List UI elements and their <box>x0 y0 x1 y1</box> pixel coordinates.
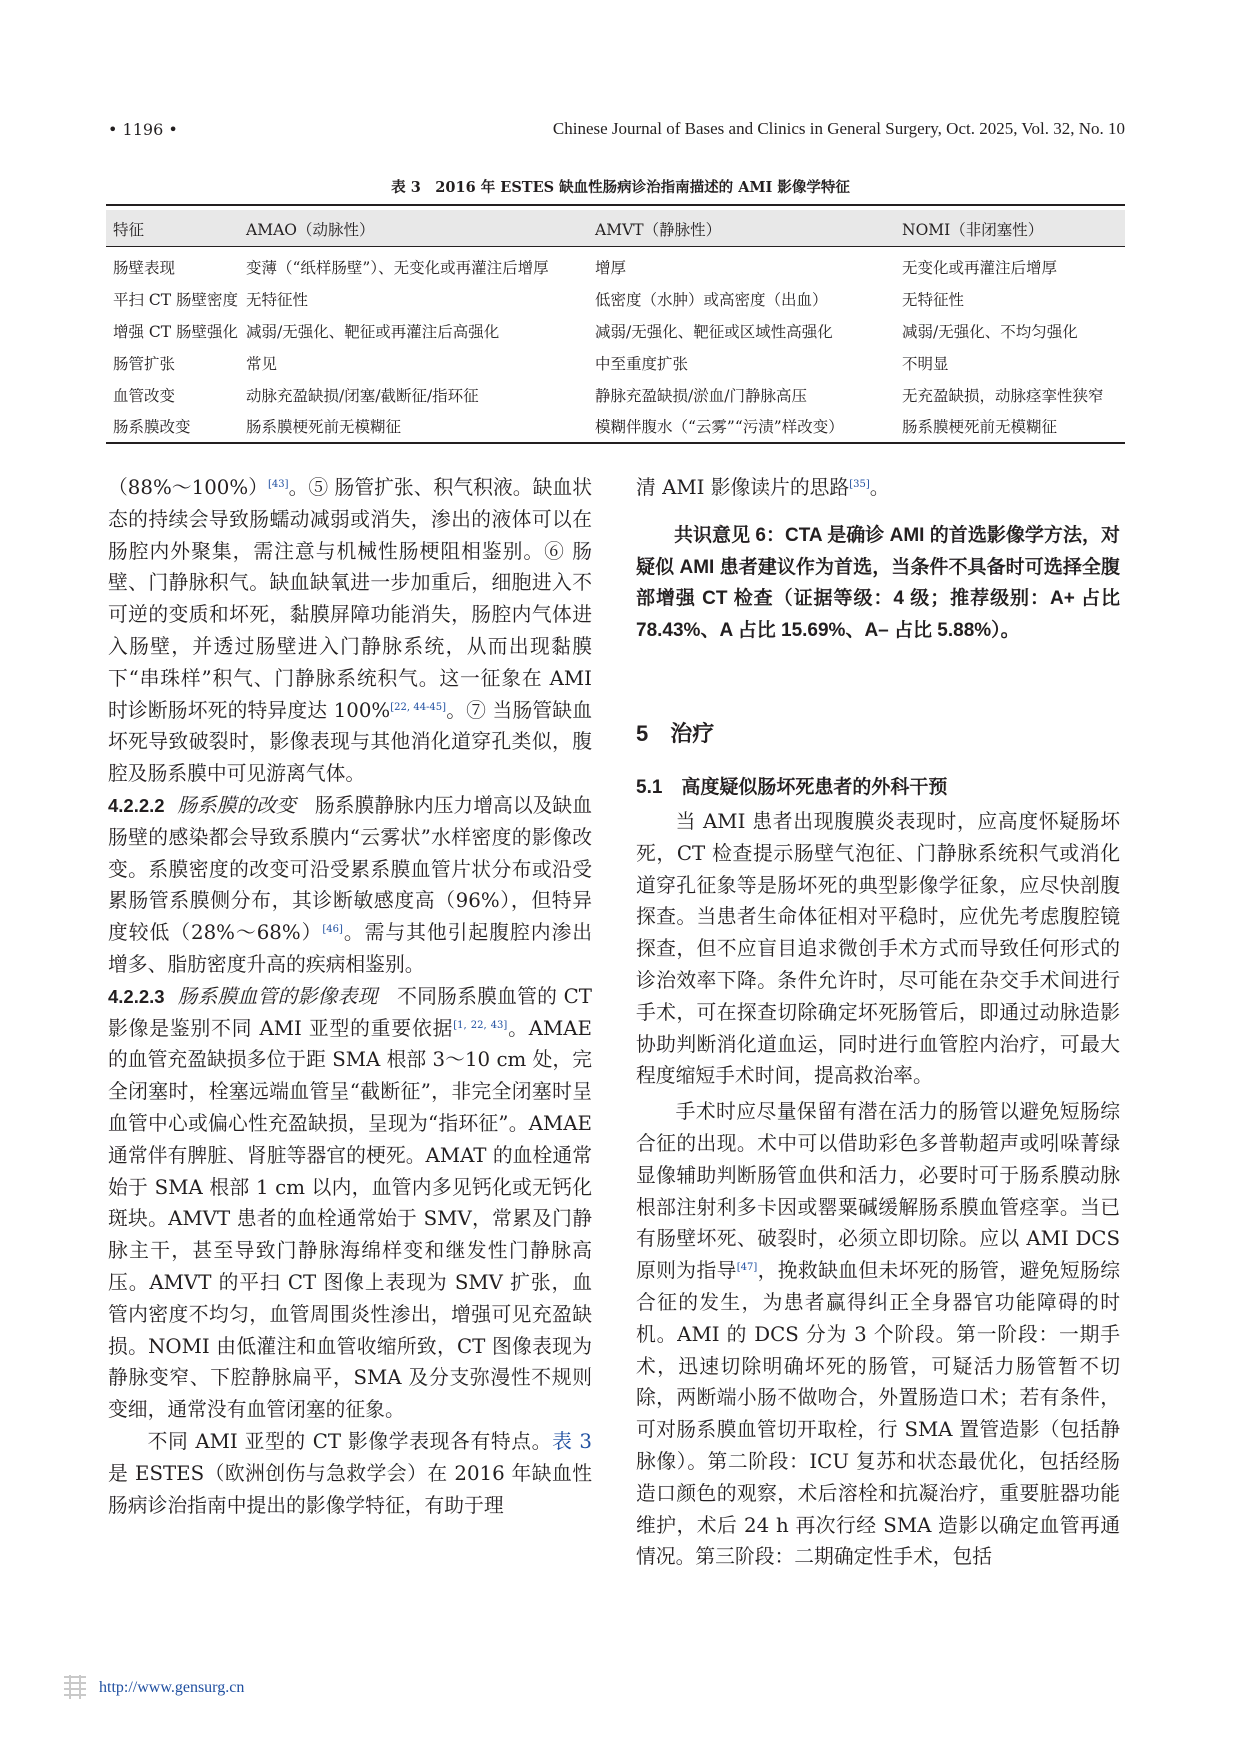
journal-website-link[interactable]: http://www.gensurg.cn <box>99 1679 245 1696</box>
table-header-cell: 特征 <box>113 221 145 239</box>
table-bottom-rule <box>106 442 1125 444</box>
table-cell: 无特征性 <box>246 291 309 309</box>
table-header-row <box>106 210 1125 246</box>
table-cell: 减弱/无强化、靶征或区域性高强化 <box>595 323 833 341</box>
table-cell: 血管改变 <box>113 387 176 405</box>
table-header-rule <box>106 246 1125 247</box>
paragraph: 不同 AMI 亚型的 CT 影像学表现各有特点。表 3 是 ESTES（欧洲创伤与急救学会）在 2016 年缺血性肠病诊治指南中提出的影像学特征，有助于理 <box>108 1429 593 1517</box>
table-header-cell: AMVT（静脉性） <box>595 221 722 239</box>
subsection-4-2-2-2: 4.2.2.2 肠系膜的改变 肠系膜静脉内压力增高以及缺血肠壁的感染都会导致系膜内“云雾状”水样密度的影像改变。系膜密度的改变可沿受累系膜血管片状分布或沿受累肠管系膜侧分布，其诊断敏感度高（96%），但特异度较低（28%～68%）[46]。需与其他引起腹腔内渗出增多、脂肪密度升高的疾病相鉴别。 <box>108 793 592 976</box>
subsection-4-2-2-3: 4.2.2.3 肠系膜血管的影像表现 不同肠系膜血管的 CT 影像是鉴别不同 AMI 亚型的重要依据[1, 22, 43]。AMAE 的血管充盈缺损多位于距 SMA 根部 3～10 cm 处，完全闭塞时，栓塞远端血管呈“截断征”，非完全闭塞时呈血管中心或偏心性充盈缺损，呈现为“指环征”。AMAE 通常伴有脾脏、肾脏等器官的梗死。AMAT 的血栓通常始于 SMA 根部 1 cm 以内，血管内多见钙化或无钙化斑块。AMVT 患者的血栓通常始于 SMV，常累及门静脉主干，甚至导致门静脉海绵样变和继发性门静脉高压。AMVT 的平扫 CT 图像上表现为 SMV 扩张，血管内密度不均匀，血管周围炎性渗出，增强可见充盈缺损。NOMI 由低灌注和血管收缩所致，CT 图像表现为静脉变窄、下腔静脉扁平，SMA 及分支弥漫性不规则变细，通常没有血管闭塞的征象。 <box>108 984 593 1422</box>
table-cell: 肠系膜梗死前无模糊征 <box>902 418 1058 436</box>
table-cell: 增强 CT 肠壁强化 <box>113 323 239 341</box>
table-cell: 无变化或再灌注后增厚 <box>902 259 1058 277</box>
table-header-cell: AMAO（动脉性） <box>246 221 375 239</box>
table-cell: 动脉充盈缺损/闭塞/截断征/指环征 <box>246 387 479 405</box>
table-cell: 变薄（“纸样肠壁”）、无变化或再灌注后增厚 <box>246 259 549 277</box>
page-number: • 1196 • <box>108 120 178 139</box>
table-cell: 无充盈缺损，动脉痉挛性狭窄 <box>902 387 1104 405</box>
subsection-heading: 5.1 高度疑似肠坏死患者的外科干预 <box>636 777 948 798</box>
right-column-top <box>636 472 1120 647</box>
journal-title: Chinese Journal of Bases and Clinics in General Surgery, Oct. 2025, Vol. 32, No. 10 <box>552 119 1125 138</box>
consensus-statement: 共识意见 6：CTA 是确诊 AMI 的首选影像学方法，对疑似 AMI 患者建议作为首选，当条件不具备时可选择全腹部增强 CT 检查（证据等级：4 级；推荐级别：A+ 占比 78.43%、A 占比 15.69%、A– 占比 5.88%）。 <box>636 524 1120 642</box>
table-cell: 中至重度扩张 <box>595 355 689 373</box>
paragraph: （88%～100%）[43]。⑤ 肠管扩张、积气积液。缺血状态的持续会导致肠蠕动减弱或消失，渗出的液体可以在肠腔内外聚集，需注意与机械性肠梗阻相鉴别。⑥ 肠壁、门静脉积气。缺血缺氧进一步加重后，细胞进入不可逆的变质和坏死，黏膜屏障功能消失，肠腔内气体进入肠壁，并透过肠壁进入门静脉系统，从而出现黏膜下“串珠样”积气、门静脉系统积气。这一征象在 AMI 时诊断肠坏死的特异度达 100%[22, 44-45]。⑦ 当肠管缺血坏死导致破裂时，影像表现与其他消化道穿孔类似，腹腔及肠系膜中可见游离气体。 <box>108 476 593 786</box>
table-cell: 肠系膜梗死前无模糊征 <box>246 418 402 436</box>
table-top-rule <box>106 204 1125 206</box>
table-header-cell: NOMI（非闭塞性） <box>902 221 1044 239</box>
citation-link[interactable]: [46] <box>322 924 343 936</box>
citation-link[interactable]: [43] <box>268 479 289 490</box>
table-cell: 平扫 CT 肠壁密度 <box>113 291 239 309</box>
subsection-number: 4.2.2.3 <box>108 985 165 1007</box>
section-heading: 5 治疗 <box>636 721 715 746</box>
citation-link[interactable]: [1, 22, 43] <box>453 1019 508 1031</box>
table-cell: 增厚 <box>595 259 627 277</box>
table-cell: 不明显 <box>902 355 949 373</box>
table-3-link[interactable]: 表 3 <box>552 1429 593 1453</box>
paragraph: 当 AMI 患者出现腹膜炎表现时，应高度怀疑肠坏死，CT 检查提示肠壁气泡征、门静脉系统积气或消化道穿孔征象等是肠坏死的典型影像学征象，应尽快剖腹探查。当患者生命体征相对平稳时，应优先考虑腹腔镜探查，但不应盲目追求微创手术方式而导致任何形式的诊治效率下降。条件允许时，尽可能在杂交手术间进行手术，可在探查切除确定坏死肠管后，即通过动脉造影协助判断消化道血运，同时进行血管腔内治疗，可最大程度缩短手术时间，提高救治率。 <box>636 810 1120 1088</box>
subsection-number: 4.2.2.2 <box>108 794 165 816</box>
table-cell: 减弱/无强化、靶征或再灌注后高强化 <box>246 323 500 341</box>
subsection-title: 肠系膜的改变 <box>177 793 296 817</box>
citation-link[interactable]: [47] <box>736 1262 758 1274</box>
subsection-title: 肠系膜血管的影像表现 <box>177 984 378 1008</box>
table-cell: 常见 <box>246 355 278 373</box>
table-caption: 表 3 2016 年 ESTES 缺血性肠病诊治指南描述的 AMI 影像学特征 <box>391 179 850 196</box>
table-cell: 减弱/无强化、不均匀强化 <box>902 323 1078 341</box>
table-cell: 静脉充盈缺损/淤血/门静脉高压 <box>595 387 807 405</box>
citation-link[interactable]: [35] <box>849 479 870 490</box>
paragraph: 清 AMI 影像读片的思路[35]。 <box>636 476 890 499</box>
table-cell: 模糊伴腹水（“云雾”“污渍”样改变） <box>595 418 844 436</box>
journal-logo-icon <box>60 1672 90 1702</box>
table-cell: 肠管扩张 <box>113 355 176 373</box>
citation-link[interactable]: [22, 44-45] <box>390 701 447 713</box>
table-cell: 无特征性 <box>902 291 965 309</box>
table-cell: 肠壁表现 <box>113 259 176 277</box>
left-column <box>108 472 592 1521</box>
table-cell: 低密度（水肿）或高密度（出血） <box>595 291 828 309</box>
table-cell: 肠系膜改变 <box>113 418 191 436</box>
paragraph: 手术时应尽量保留有潜在活力的肠管以避免短肠综合征的出现。术中可以借助彩色多普勒超声或吲哚菁绿显像辅助判断肠管血供和活力，必要时可于肠系膜动脉根部注射利多卡因或罂粟碱缓解肠系膜血管痉挛。当已有肠壁坏死、破裂时，必须立即切除。应以 AMI DCS 原则为指导[47]，挽救缺血但未坏死的肠管，避免短肠综合征的发生，为患者赢得纠正全身器官功能障碍的时机。AMI 的 DCS 分为 3 个阶段。第一阶段：一期手术，迅速切除明确坏死的肠管，可疑活力肠管暂不切除，两断端小肠不做吻合，外置肠造口术；若有条件，可对肠系膜血管切开取栓，行 SMA 置管造影（包括静脉像）。第二阶段：ICU 复苏和状态最优化，包括经肠造口颜色的观察，术后溶栓和抗凝治疗，重要脏器功能维护，术后 24 h 再次行经 SMA 造影以确定血管再通情况。第三阶段：二期确定性手术，包括 <box>636 1100 1120 1569</box>
right-column-body <box>636 806 1120 1573</box>
